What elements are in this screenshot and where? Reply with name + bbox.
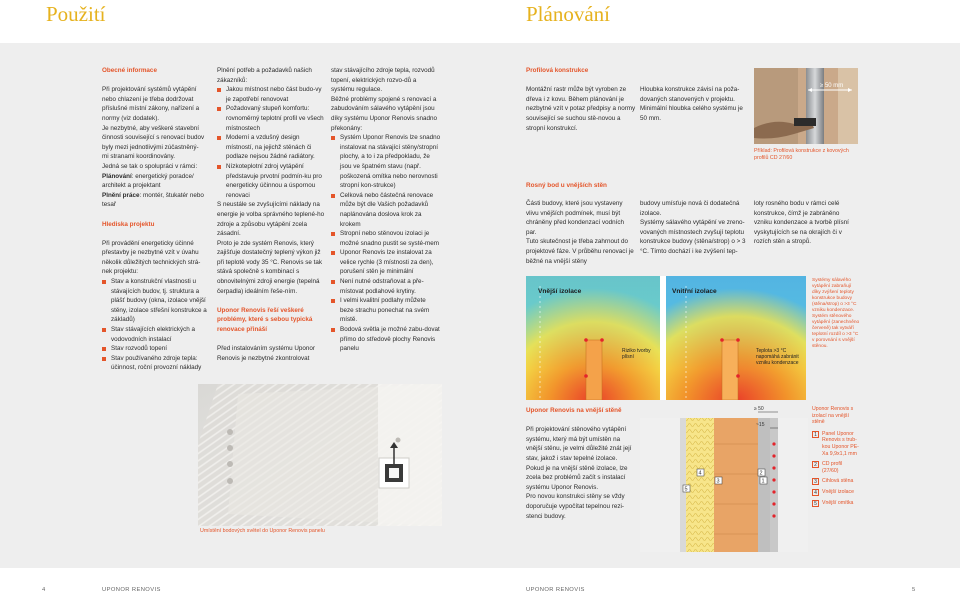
legend-label: Vnější omítka: [822, 500, 854, 507]
legend-label: Vnější izolace: [822, 489, 855, 496]
dimension-50: ≥ 50: [754, 406, 764, 412]
before-install-paragraph: Před instalováním systému Uponor Renovis je nezbytné zkontrolovat: [217, 345, 315, 362]
project-aspects-intro: Při provádění energeticky účinné přestavby je nezbytné vzít v úvahu několik důležitých technických strá-nek projektu:: [102, 239, 201, 276]
left-column-2: [217, 66, 325, 363]
left-column-1: [102, 66, 210, 373]
legend-number: 2: [812, 461, 819, 468]
thermal-side-caption: Systémy sálavého vytápění zabraňují díky zvýšení teploty konstrukce budovy (stěna/strop) o >3 °C vzniku kondenzace. Systém stěnového vytápění (zanechněno červeně) tak vytváří teplotní rozdíl o >3 °C v porovnání s vnější stěnou.: [812, 278, 860, 349]
profile-depth-column: [640, 85, 748, 123]
outer-wall-heading: Uponor Renovis na vnější stěně: [526, 407, 622, 414]
planning-roles: [102, 172, 210, 191]
dew-paragraph-4: Systémy sálavého vytápění ve zreno-vovaných místnostech zvyšují teplotu konstrukce budovy (stěna/strop) o > 3 °C. Tímto dochází i ke zvýšení tep-: [640, 219, 746, 255]
left-page-number: 4: [42, 587, 46, 593]
profile-column: [526, 66, 636, 133]
legend-item: [812, 461, 860, 474]
project-aspects-list: [102, 277, 210, 373]
dew-paragraph-2: Tuto skutečnost je třeba zahrnout do projektové fáze. V průběhu renovací je běžné na vnější stěny: [526, 238, 634, 265]
legend-label: CD profil (27/60): [822, 461, 843, 474]
wall-section-diagram: [640, 404, 808, 552]
profile-heading: Profilová konstrukce: [526, 67, 589, 74]
list-item: Systém Uponor Renovis lze snadno instalovat na stávající stěny/stropní plochy, a to i za předpokladu, že jsou ve špatném stavu (např. poškozená omítka nebo nerovnosti stropní kon-strukce): [331, 133, 441, 191]
execution-label: Plnění práce: [102, 191, 140, 199]
coordination-line-2: činnosti související s renovací budov: [102, 134, 205, 142]
mould-risk-label: Riziko tvorby plísní: [622, 348, 651, 360]
right-footer-brand: UPONOR RENOVIS: [526, 587, 585, 593]
dimension-15: ~15: [756, 422, 765, 428]
left-column-3: [331, 66, 441, 354]
spotlight-panel-photo: [198, 384, 442, 526]
renovis-paragraph: Proto je zde systém Renovis, který zajišťuje dostatečný teplený výkon již při teplotě vody 35 °C. Renovis se tak stává společně s kombinací s obnovitelnými zdroji energie (tepelná čerpadla) ideálním řeše-ním.: [217, 239, 323, 295]
legend-item: [812, 500, 860, 507]
common-problems-paragraph: Běžné problémy spojené s renovací a zabudováním sálavého vytápění jsou díky systému Uponor Renovis snadno překonány:: [331, 95, 438, 132]
left-footer-brand: UPONOR RENOVIS: [102, 587, 161, 593]
legend-item: [812, 489, 860, 496]
thermal-diagram: [526, 276, 806, 400]
outer-wall-paragraph-3: Pro novou konstrukci stěny se vždy doporučuje vypočítat tepelnou rezi-stenci budovy.: [526, 493, 625, 520]
renovis-solves-heading: Uponor Renovis řeší veškeré problémy, které s sebou typická renovace přináší: [217, 306, 313, 334]
outer-insulation-label: Vnější izolace: [538, 288, 582, 295]
list-item: Celková nebo částečná renovace může být dle Vašich požadavků naplánována doslova krok za krokem: [331, 191, 441, 229]
list-item: Nízkoteplotní zdroj vytápění představuje prvotní podmín-ku pro energeticky účinnou a úspornou renovaci: [217, 162, 325, 200]
list-item: Stav stávajících elektrických a vodovodních instalací: [102, 325, 210, 344]
list-item: Jakou místnost nebo část budo-vy je zapotřebí renovovat: [217, 85, 325, 104]
project-aspects-heading: Hlediska projektu: [102, 220, 155, 228]
brick-wall-layer: [714, 418, 758, 552]
legend-item: [812, 431, 860, 457]
dew-paragraph-1: Části budovy, které jsou vystaveny vlivu vnějších podmínek, musí být chráněny před kondenzací vodních par.: [526, 200, 625, 236]
list-item: Bodová světla je možné zabu-dovat přímo do středově plochy Renovis panelu: [331, 325, 441, 354]
list-item: Moderní a vzdušný design místností, na jejichž stěnách či podlaze nejsou žádné radiátory.: [217, 133, 325, 162]
list-item: Stropní nebo stěnovou izolaci je možné snadno pustit se systé-mem: [331, 229, 441, 248]
dew-point-heading: Rosný bod u vnějších stěn: [526, 182, 607, 189]
legend-number: 4: [812, 489, 819, 496]
cd-profile-layer: [758, 418, 770, 552]
legend-item: [812, 478, 860, 485]
callout-3: 3: [716, 478, 720, 485]
wall-legend: [812, 406, 860, 511]
dew-paragraph-5: loty rosného bodu v rámci celé konstrukce, čímž je zabráněno vzniku kondenzace a tvorbě plísní vyskytujících se na okrajích či v rozích stěn a stropů.: [754, 200, 849, 246]
outer-wall-paragraph-1: Při projektování stěnového vytápění systému, který má být umístěn na vnější stěnu, je velmi důležité znát její stav, jakož i stav tepelné izolace.: [526, 426, 632, 462]
dew-paragraph-3: budovy umísťuje nová či dodatečná izolace.: [640, 200, 740, 217]
renovis-panel-layer: [770, 418, 778, 552]
list-item: I velmi kvalitní podlahy můžete beze strachu ponechat na svém místě.: [331, 296, 441, 325]
dew-column-1: [526, 199, 636, 266]
legend-number: 5: [812, 500, 819, 507]
dew-column-3: [754, 199, 858, 247]
legend-number: 1: [812, 431, 819, 438]
customer-needs-intro: Plnění potřeb a požadavků našich zákazníků:: [217, 67, 312, 84]
profile-photo: [754, 68, 858, 144]
left-page-title: Použití: [46, 2, 106, 26]
general-info-p1: Při projektování systémů vytápění nebo chlazení je třeba dodržovat příslušné místní zákony, nařízení a normy (viz dodatek).: [102, 86, 200, 122]
list-item: Stav používaného zdroje tepla: účinnost, roční provozní náklady: [102, 354, 210, 373]
profile-paragraph-1: Montážní rastr může být vyroben ze dřeva i z kovu. Během plánování je nezbytné vzít v potaz předpisy a normy související se suchou stě-novou a stropní konstrukcí.: [526, 86, 636, 132]
coordination-line-3: byly mezi jednotlivými zúčastněný-: [102, 143, 199, 151]
list-item: Uponor Renovis lze instalovat za velice rychle (3 místnosti za den), porušení stěn je minimální: [331, 248, 441, 277]
outer-wall-paragraph-2: Pokud je na vnější stěně izolace, lze zcela bez problémů začít s instalací systému Uponor Renovis.: [526, 464, 628, 491]
spotlight-caption: Umístění bodových světel do Uponor Renovis panelu: [200, 528, 325, 534]
list-item: Požadovaný stupeň komfortu: rovnoměrný teplotní profil ve všech místnostech: [217, 104, 325, 133]
callout-5: 5: [684, 486, 688, 493]
legend-label: Panel Uponor Renovis s trub-kou Uponor PE-Xa 9,9x1,1 mm: [822, 430, 859, 457]
callout-1: 1: [761, 478, 765, 485]
profile-photo-caption: Příklad: Profilová konstrukce z kovových profilů CD 27/60: [754, 148, 849, 161]
callout-4: 4: [698, 470, 702, 477]
callout-2: 2: [759, 470, 763, 477]
coordination-line-1: Je nezbytné, aby veškeré stavební: [102, 124, 199, 132]
execution-roles: [102, 191, 210, 210]
legend-number: 3: [812, 478, 819, 485]
outer-wall-column: [526, 406, 636, 521]
planning-label: Plánování: [102, 172, 132, 180]
general-info-heading: Obecné informace: [102, 67, 157, 74]
depth-label: ≥ 50 mm: [820, 83, 844, 89]
execution-text: : montér, štukatér nebo tesař: [102, 191, 204, 209]
energy-costs-paragraph: S neustále se zvyšujícími náklady na energie je volba správného teplené-ho zdroje a způsobu vytápění zcela zásadní.: [217, 201, 325, 238]
benefits-list: [331, 133, 441, 354]
check-state-paragraph: stav stávajícího zdroje tepla, rozvodů topení, elektrických rozvo-dů a systému regulace.: [331, 67, 435, 94]
legend-title: Uponor Renovis s izolací na vnější stěně: [812, 406, 854, 426]
right-page-title: Plánování: [526, 2, 610, 26]
inner-insulation-label: Vnitřní izolace: [672, 288, 717, 295]
right-page-number: 5: [912, 587, 916, 593]
coordination-line-5: Jedná se tak o spolupráci v rámci:: [102, 162, 198, 170]
list-item: Stav a konstrukční vlastnosti u stávajících budov, tj. struktura a plášť budovy (okna, izolace vnější stěny, izolace střešní konstrukce a základů): [102, 277, 210, 325]
legend-label: Cihlová stěna: [822, 478, 854, 485]
list-item: Stav rozvodů topení: [102, 344, 210, 354]
customer-needs-list: [217, 85, 325, 200]
coordination-line-4: mi stranami koordinovány.: [102, 153, 176, 161]
profile-paragraph-2: Hloubka konstrukce závisí na poža-dovaných stanovených v projektu. Minimální hloubka celého systému je 50 mm.: [640, 86, 743, 122]
planning-text: : energetický poradce/ architekt a projektant: [102, 172, 194, 190]
temperature-label: Teplota >3 °C napomáhá zabránit vzniku kondenzace: [756, 348, 799, 366]
list-item: Není nutné odstraňovat a pře-místovat podlahové krytiny.: [331, 277, 441, 296]
dew-column-2: [640, 199, 752, 257]
